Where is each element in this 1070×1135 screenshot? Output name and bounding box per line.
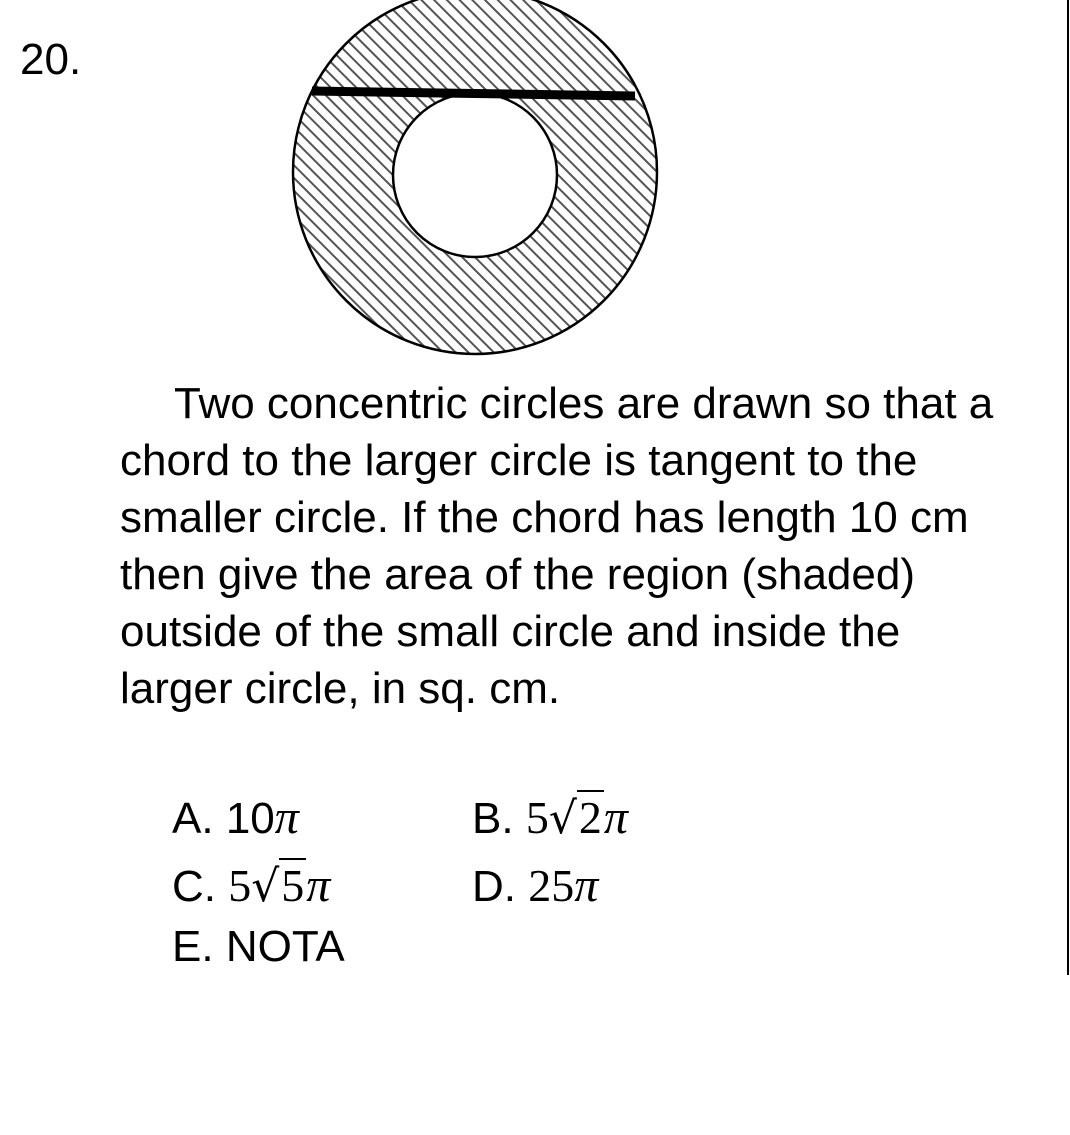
choice-a-pi: π	[274, 791, 299, 844]
choice-b-pi: π	[603, 791, 628, 844]
inner-circle	[393, 93, 557, 257]
choice-d-pi: π	[574, 859, 599, 912]
choice-a-label: A.	[172, 794, 214, 843]
choice-d[interactable]	[472, 860, 598, 913]
choice-b-label: B.	[472, 794, 514, 843]
sqrt-icon: √	[548, 793, 577, 844]
choice-e-label: E.	[172, 922, 214, 971]
choice-b[interactable]	[472, 792, 628, 845]
choice-b-radicand: 2	[578, 792, 602, 843]
choice-e[interactable]	[172, 921, 345, 973]
choice-c-label: C.	[172, 862, 216, 911]
choice-d-label: D.	[472, 862, 516, 911]
tangent-chord	[312, 91, 635, 96]
choice-e-text: NOTA	[225, 922, 345, 971]
choice-b-coefficient: 5	[525, 792, 549, 843]
choice-c-radicand: 5	[281, 860, 305, 911]
concentric-circles-figure	[280, 0, 670, 360]
problem-number: 20.	[20, 35, 82, 84]
page-border-right	[1067, 0, 1069, 975]
sqrt-icon: √	[251, 861, 280, 912]
choice-a[interactable]	[172, 792, 299, 845]
choice-b-radical	[549, 792, 604, 845]
choice-c[interactable]	[172, 860, 330, 913]
question-text: Two concentric circles are drawn so that a chord to the larger circle is tangent to the smaller circle. If the chord has length 10 cm then give the area of the region (shaded) outside of the small circle and inside the larger circle, in sq. cm.	[120, 379, 994, 713]
choice-c-coefficient: 5	[228, 860, 252, 911]
choice-d-coefficient: 25	[528, 860, 575, 911]
choice-c-pi: π	[306, 859, 331, 912]
choice-c-radical	[251, 860, 306, 913]
choice-a-coefficient: 10	[225, 794, 275, 843]
